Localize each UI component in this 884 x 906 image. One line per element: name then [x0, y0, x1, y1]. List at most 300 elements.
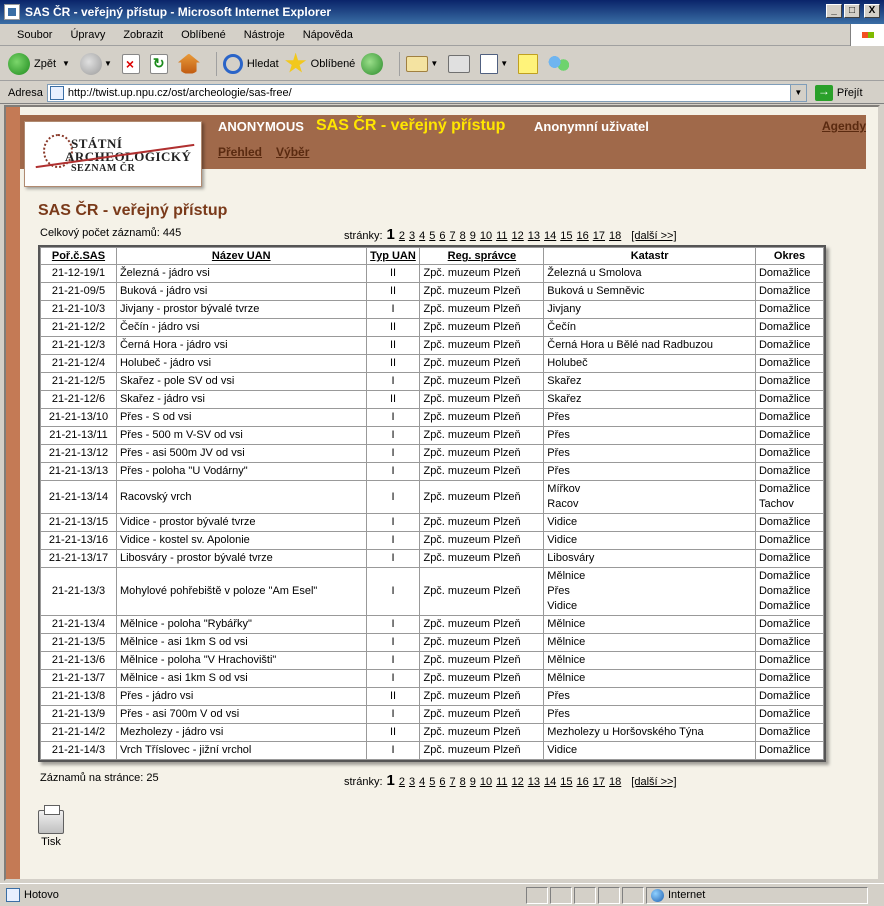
table-row[interactable]: [41, 550, 824, 568]
pager-bottom-page-link[interactable]: 17: [592, 776, 606, 788]
cell-admin: Zpč. muzeum Plzeň: [420, 568, 544, 616]
cell-katastr: [544, 616, 756, 634]
window-controls: [826, 4, 880, 18]
table-row[interactable]: [41, 337, 824, 355]
okres-item: Domažlice: [758, 357, 811, 369]
cell-type: I: [366, 616, 420, 634]
cell-okres: [755, 652, 823, 670]
okres-item: Domažlice: [758, 303, 811, 315]
pager-top-page-link[interactable]: 7: [449, 230, 456, 242]
records-per-page: Záznamů na stránce: 25: [40, 772, 159, 784]
cell-type: II: [366, 355, 420, 373]
cell-name: Železná - jádro vsi: [116, 265, 366, 283]
pager-top-page-link[interactable]: 13: [527, 230, 541, 242]
katastr-item: Přes: [547, 411, 570, 423]
sas-logo[interactable]: [24, 121, 202, 187]
table-row[interactable]: [41, 427, 824, 445]
home-button[interactable]: [178, 54, 204, 74]
cell-type: I: [366, 706, 420, 724]
messenger-icon: [548, 54, 570, 74]
cell-sas-number: 21-21-13/15: [41, 514, 117, 532]
cell-admin: Zpč. muzeum Plzeň: [420, 283, 544, 301]
cell-name: Mezholezy - jádro vsi: [116, 724, 366, 742]
pager-bottom-page-link[interactable]: 5: [429, 776, 436, 788]
katastr-item: Racov: [547, 498, 579, 510]
table-row[interactable]: [41, 688, 824, 706]
cell-sas-number: 21-21-09/5: [41, 283, 117, 301]
cell-admin: Zpč. muzeum Plzeň: [420, 355, 544, 373]
pager-bottom: [344, 772, 677, 789]
katastr-item: Přes: [547, 585, 570, 597]
katastr-item: Jivjany: [547, 303, 581, 315]
table-row[interactable]: [41, 355, 824, 373]
table-row[interactable]: [41, 283, 824, 301]
agenda-link[interactable]: Agendy: [822, 119, 867, 133]
cell-okres: [755, 283, 823, 301]
cell-admin: Zpč. muzeum Plzeň: [420, 319, 544, 337]
stop-button[interactable]: [122, 54, 144, 74]
cell-name: Mělnice - asi 1km S od vsi: [116, 634, 366, 652]
cell-okres: [755, 481, 823, 514]
refresh-button[interactable]: [150, 54, 172, 74]
pager-top-page-link[interactable]: 10: [479, 230, 493, 242]
cell-admin: Zpč. muzeum Plzeň: [420, 514, 544, 532]
cell-name: Vidice - prostor bývalé tvrze: [116, 514, 366, 532]
cell-admin: Zpč. muzeum Plzeň: [420, 445, 544, 463]
okres-item: Domažlice: [758, 534, 811, 546]
cell-okres: [755, 445, 823, 463]
cell-name: Černá Hora - jádro vsi: [116, 337, 366, 355]
go-label: Přejít: [836, 86, 863, 99]
logo-line-2: ARCHEOLOGICKÝ: [65, 149, 192, 164]
pager-top-page-link[interactable]: 5: [429, 230, 436, 242]
cell-admin: Zpč. muzeum Plzeň: [420, 742, 544, 760]
go-button[interactable]: [815, 85, 863, 101]
pager-bottom-page-link[interactable]: 18: [609, 776, 622, 788]
menu-zobrazit[interactable]: Zobrazit: [123, 28, 164, 41]
address-dropdown-icon[interactable]: ▼: [790, 85, 806, 101]
menu-nastroje[interactable]: Nástroje: [243, 28, 285, 41]
nav-vyber[interactable]: Výběr: [276, 145, 310, 159]
back-label: Zpět: [34, 57, 57, 70]
cell-sas-number: 21-21-13/10: [41, 409, 117, 427]
history-button[interactable]: [361, 53, 387, 75]
pager-bottom-page-link[interactable]: 12: [511, 776, 524, 788]
katastr-item: Mířkov: [547, 483, 581, 495]
cell-type: II: [366, 265, 420, 283]
cell-type: I: [366, 301, 420, 319]
katastr-item: Mezholezy u Horšovského Týna: [547, 726, 704, 738]
pager-bottom-page-link[interactable]: 8: [459, 776, 466, 788]
toolbar: [0, 47, 884, 81]
window-title: SAS ČR - veřejný přístup - Microsoft Internet Explorer: [25, 5, 332, 19]
cell-okres: [755, 514, 823, 532]
status-cell: [622, 887, 644, 904]
pager-bottom-page-link[interactable]: 9: [469, 776, 476, 788]
table-row[interactable]: [41, 481, 824, 514]
back-arrow-icon: [8, 53, 30, 75]
katastr-item: Libosváry: [547, 552, 595, 564]
katastr-item: Mělnice: [547, 672, 586, 684]
cell-sas-number: 21-21-13/7: [41, 670, 117, 688]
cell-admin: Zpč. muzeum Plzeň: [420, 427, 544, 445]
pager-bottom-page-link[interactable]: 4: [419, 776, 426, 788]
cell-okres: [755, 532, 823, 550]
page-viewport: [4, 105, 880, 881]
okres-item: Domažlice: [758, 285, 811, 297]
table-row[interactable]: [41, 265, 824, 283]
cell-okres: [755, 616, 823, 634]
katastr-item: Buková u Semněvic: [547, 285, 645, 297]
cell-katastr: [544, 724, 756, 742]
table-row[interactable]: [41, 319, 824, 337]
katastr-item: Černá Hora u Bělé nad Radbuzou: [547, 339, 714, 351]
favorites-button[interactable]: [285, 53, 356, 75]
cell-name: Přes - jádro vsi: [116, 688, 366, 706]
cell-katastr: [544, 301, 756, 319]
cell-name: Přes - S od vsi: [116, 409, 366, 427]
okres-item: Domažlice: [758, 570, 811, 582]
cell-katastr: [544, 445, 756, 463]
cell-katastr: [544, 355, 756, 373]
cell-type: I: [366, 634, 420, 652]
cell-okres: [755, 706, 823, 724]
cell-sas-number: 21-21-13/5: [41, 634, 117, 652]
edit-button[interactable]: [480, 54, 512, 74]
cell-admin: Zpč. muzeum Plzeň: [420, 724, 544, 742]
cell-admin: Zpč. muzeum Plzeň: [420, 391, 544, 409]
table-row[interactable]: [41, 670, 824, 688]
status-cell: [598, 887, 620, 904]
okres-item: Domažlice: [758, 708, 811, 720]
cell-name: Holubeč - jádro vsi: [116, 355, 366, 373]
okres-item: Domažlice: [758, 744, 811, 756]
table-body: [41, 265, 824, 760]
search-label: Hledat: [246, 57, 279, 70]
cell-okres: [755, 427, 823, 445]
pager-top-page-link[interactable]: 16: [576, 230, 589, 242]
col-header-type[interactable]: Typ UAN: [366, 248, 420, 265]
cell-katastr: [544, 373, 756, 391]
cell-katastr: [544, 550, 756, 568]
note-icon: [518, 54, 538, 74]
forward-arrow-icon: [80, 53, 102, 75]
pager-top-page-link[interactable]: 15: [560, 230, 573, 242]
cell-sas-number: 21-21-12/2: [41, 319, 117, 337]
katastr-item: Železná u Smolova: [547, 267, 642, 279]
cell-admin: Zpč. muzeum Plzeň: [420, 706, 544, 724]
logo-line-1: STÁTNÍ: [71, 136, 123, 151]
printer-icon: [448, 55, 470, 73]
table-row[interactable]: [41, 301, 824, 319]
cell-type: I: [366, 445, 420, 463]
cell-okres: [755, 355, 823, 373]
pager-bottom-page-link[interactable]: 7: [449, 776, 456, 788]
col-header-sas-number[interactable]: Poř.č.SAS: [41, 248, 117, 265]
pager-top-page-link[interactable]: 11: [496, 230, 508, 242]
okres-item: Domažlice: [758, 618, 811, 630]
history-icon: [361, 53, 383, 75]
table-row[interactable]: [41, 514, 824, 532]
menu-upravy[interactable]: Úpravy: [70, 28, 106, 41]
cell-type: I: [366, 514, 420, 532]
pager-top-page-link[interactable]: 2: [398, 230, 405, 242]
page-icon: [50, 86, 64, 100]
cell-type: I: [366, 427, 420, 445]
cell-sas-number: 21-21-12/6: [41, 391, 117, 409]
table-row[interactable]: [41, 409, 824, 427]
cell-name: Mohylové pohřebiště v poloze "Am Esel": [116, 568, 366, 616]
header-nav: [218, 145, 309, 159]
table-row[interactable]: [41, 742, 824, 760]
address-label: Adresa: [8, 86, 43, 99]
pager-top-page-link[interactable]: 14: [544, 230, 557, 242]
printer-icon: [38, 810, 64, 834]
cell-sas-number: 21-21-12/3: [41, 337, 117, 355]
close-button[interactable]: X: [864, 4, 880, 18]
pager-top-page-link[interactable]: 4: [419, 230, 426, 242]
cell-name: Buková - jádro vsi: [116, 283, 366, 301]
cell-okres: [755, 337, 823, 355]
col-header-okres: Okres: [755, 248, 823, 265]
mail-button[interactable]: [406, 56, 442, 72]
edit-document-icon: [480, 54, 498, 74]
search-button[interactable]: [223, 54, 279, 74]
cell-type: I: [366, 373, 420, 391]
cell-name: Přes - 500 m V-SV od vsi: [116, 427, 366, 445]
cell-okres: [755, 568, 823, 616]
cell-admin: Zpč. muzeum Plzeň: [420, 532, 544, 550]
cell-type: II: [366, 391, 420, 409]
address-bar: [0, 82, 884, 104]
pager-top-page-link[interactable]: 6: [439, 230, 446, 242]
table-row[interactable]: [41, 568, 824, 616]
mail-icon: [406, 56, 428, 72]
table-row[interactable]: [41, 463, 824, 481]
cell-katastr: [544, 283, 756, 301]
cell-sas-number: 21-21-14/3: [41, 742, 117, 760]
messenger-button[interactable]: [548, 54, 574, 74]
cell-admin: Zpč. muzeum Plzeň: [420, 373, 544, 391]
katastr-item: Skařez: [547, 393, 582, 405]
status-text: Hotovo: [24, 889, 59, 901]
cell-sas-number: 21-21-13/12: [41, 445, 117, 463]
pager-bottom-page-link[interactable]: 6: [439, 776, 446, 788]
okres-item: Domažlice: [758, 483, 811, 495]
cell-katastr: [544, 265, 756, 283]
okres-item: Domažlice: [758, 375, 811, 387]
header-title: SAS ČR - veřejný přístup: [316, 117, 506, 134]
cell-sas-number: 21-21-13/8: [41, 688, 117, 706]
katastr-item: Čečín: [547, 321, 577, 333]
cell-name: Vrch Třísl​ovec - jižní vrchol: [116, 742, 366, 760]
cell-name: Racovský vrch: [116, 481, 366, 514]
cell-type: I: [366, 670, 420, 688]
cell-okres: [755, 319, 823, 337]
table-row[interactable]: [41, 634, 824, 652]
okres-item: Domažlice: [758, 393, 811, 405]
katastr-item: Vidice: [547, 744, 578, 756]
katastr-item: Přes: [547, 690, 570, 702]
table-row[interactable]: [41, 532, 824, 550]
table-row[interactable]: [41, 616, 824, 634]
cell-name: Skařez - jádro vsi: [116, 391, 366, 409]
table-row[interactable]: [41, 373, 824, 391]
pager-bottom-page-link: 1: [386, 772, 395, 789]
cell-sas-number: 21-21-14/2: [41, 724, 117, 742]
pager-bottom-page-link[interactable]: 2: [398, 776, 405, 788]
pager-top-page-link[interactable]: 3: [408, 230, 416, 242]
window-titlebar: [0, 0, 884, 24]
windows-logo-icon: [850, 24, 884, 46]
cell-katastr: [544, 463, 756, 481]
status-cell: [550, 887, 572, 904]
cell-sas-number: 21-21-13/11: [41, 427, 117, 445]
cell-type: II: [366, 337, 420, 355]
pager-bottom-page-link[interactable]: 13: [527, 776, 541, 788]
back-button[interactable]: [8, 53, 74, 75]
cell-sas-number: 21-21-13/4: [41, 616, 117, 634]
mail-dropdown-icon[interactable]: ▼: [430, 59, 439, 68]
pager-bottom-page-link[interactable]: 11: [496, 776, 508, 788]
cell-sas-number: 21-12-19/1: [41, 265, 117, 283]
cell-katastr: [544, 670, 756, 688]
cell-type: I: [366, 463, 420, 481]
menu-napoveda[interactable]: Nápověda: [302, 28, 353, 41]
cell-admin: Zpč. muzeum Plzeň: [420, 550, 544, 568]
pager-top-page-link[interactable]: 12: [511, 230, 524, 242]
cell-type: I: [366, 742, 420, 760]
cell-katastr: [544, 532, 756, 550]
search-icon: [223, 54, 243, 74]
table-row[interactable]: [41, 706, 824, 724]
forward-button[interactable]: [80, 53, 116, 75]
katastr-item: Holubeč: [547, 357, 588, 369]
table-row[interactable]: [41, 391, 824, 409]
menubar: [0, 24, 884, 46]
cell-katastr: [544, 319, 756, 337]
minimize-button[interactable]: _: [826, 4, 842, 18]
status-cell: [574, 887, 596, 904]
print-button[interactable]: [38, 810, 64, 848]
security-zone[interactable]: [646, 887, 868, 904]
back-dropdown-icon[interactable]: ▼: [62, 59, 70, 68]
table-row[interactable]: [41, 445, 824, 463]
table-row[interactable]: [41, 724, 824, 742]
go-arrow-icon: [815, 85, 833, 101]
maximize-button[interactable]: □: [844, 4, 860, 18]
cell-katastr: [544, 688, 756, 706]
table-row[interactable]: [41, 652, 824, 670]
cell-sas-number: 21-21-13/9: [41, 706, 117, 724]
katastr-item: Vidice: [547, 534, 578, 546]
cell-okres: [755, 391, 823, 409]
cell-admin: Zpč. muzeum Plzeň: [420, 265, 544, 283]
cell-admin: Zpč. muzeum Plzeň: [420, 337, 544, 355]
pager-top-page-link: 1: [386, 226, 395, 243]
pager-bottom-page-link[interactable]: 10: [479, 776, 493, 788]
header-role: Anonymní uživatel: [534, 119, 649, 134]
discuss-button[interactable]: [518, 54, 542, 74]
cell-sas-number: 21-21-13/13: [41, 463, 117, 481]
col-header-admin[interactable]: Reg. správce: [420, 248, 544, 265]
pager-bottom-page-link[interactable]: 14: [544, 776, 557, 788]
pager-top-page-link[interactable]: 9: [469, 230, 476, 242]
cell-type: I: [366, 481, 420, 514]
katastr-item: Mělnice: [547, 636, 586, 648]
pager-top-page-link[interactable]: 17: [592, 230, 606, 242]
pager-bottom-page-link[interactable]: 3: [408, 776, 416, 788]
table-header-row: [41, 248, 824, 265]
cell-katastr: [544, 409, 756, 427]
edit-dropdown-icon[interactable]: ▼: [500, 59, 509, 68]
cell-sas-number: 21-21-13/6: [41, 652, 117, 670]
pager-bottom-page-link[interactable]: 16: [576, 776, 589, 788]
ie-page-icon: [4, 4, 20, 20]
katastr-item: Přes: [547, 447, 570, 459]
cell-admin: Zpč. muzeum Plzeň: [420, 616, 544, 634]
address-input[interactable]: [47, 84, 807, 102]
records-table: [38, 245, 826, 762]
katastr-item: Přes: [547, 429, 570, 441]
pager-top-next-link[interactable]: [další >>]: [631, 230, 677, 242]
favorites-label: Oblíbené: [310, 57, 356, 70]
col-header-katastr: Katastr: [544, 248, 756, 265]
cell-admin: Zpč. muzeum Plzeň: [420, 670, 544, 688]
total-count: Celkový počet záznamů: 445: [40, 227, 182, 239]
col-header-name[interactable]: Název UAN: [116, 248, 366, 265]
okres-item: Domažlice: [758, 636, 811, 648]
header-user: ANONYMOUS: [218, 119, 304, 134]
menu-soubor[interactable]: Soubor: [17, 28, 53, 41]
cell-okres: [755, 265, 823, 283]
cell-name: Přes - poloha "U Vodárny": [116, 463, 366, 481]
cell-name: Přes - asi 500m JV od vsi: [116, 445, 366, 463]
pager-top-page-link[interactable]: 8: [459, 230, 466, 242]
pager-top-page-link[interactable]: 18: [609, 230, 622, 242]
pager-bottom-next-link[interactable]: [další >>]: [631, 776, 677, 788]
cell-katastr: [544, 514, 756, 532]
okres-item: Domažlice: [758, 690, 811, 702]
star-icon: [285, 53, 307, 75]
pager-top-label: stránky:: [344, 230, 383, 242]
print-toolbar-button[interactable]: [448, 55, 474, 73]
okres-item: Domažlice: [758, 429, 811, 441]
print-label: Tisk: [41, 836, 61, 848]
cell-type: I: [366, 568, 420, 616]
okres-item: Domažlice: [758, 726, 811, 738]
cell-type: II: [366, 283, 420, 301]
page-status-icon: [6, 888, 20, 902]
cell-admin: Zpč. muzeum Plzeň: [420, 634, 544, 652]
stop-icon: [122, 54, 140, 74]
logo-line-3: SEZNAM ČR: [71, 163, 136, 174]
cell-sas-number: 21-21-13/14: [41, 481, 117, 514]
pager-bottom-page-link[interactable]: 15: [560, 776, 573, 788]
cell-name: Přes - asi 700m V od vsi: [116, 706, 366, 724]
cell-sas-number: 21-21-12/5: [41, 373, 117, 391]
okres-item: Domažlice: [758, 321, 811, 333]
page-title: SAS ČR - veřejný přístup: [38, 202, 228, 219]
forward-dropdown-icon[interactable]: ▼: [103, 59, 112, 68]
globe-icon: [651, 889, 664, 902]
menu-oblibene[interactable]: Oblíbené: [181, 28, 226, 41]
cell-katastr: [544, 337, 756, 355]
nav-prehled[interactable]: Přehled: [218, 145, 263, 159]
cell-admin: Zpč. muzeum Plzeň: [420, 688, 544, 706]
pager-bottom-label: stránky:: [344, 776, 383, 788]
katastr-item: Přes: [547, 708, 570, 720]
